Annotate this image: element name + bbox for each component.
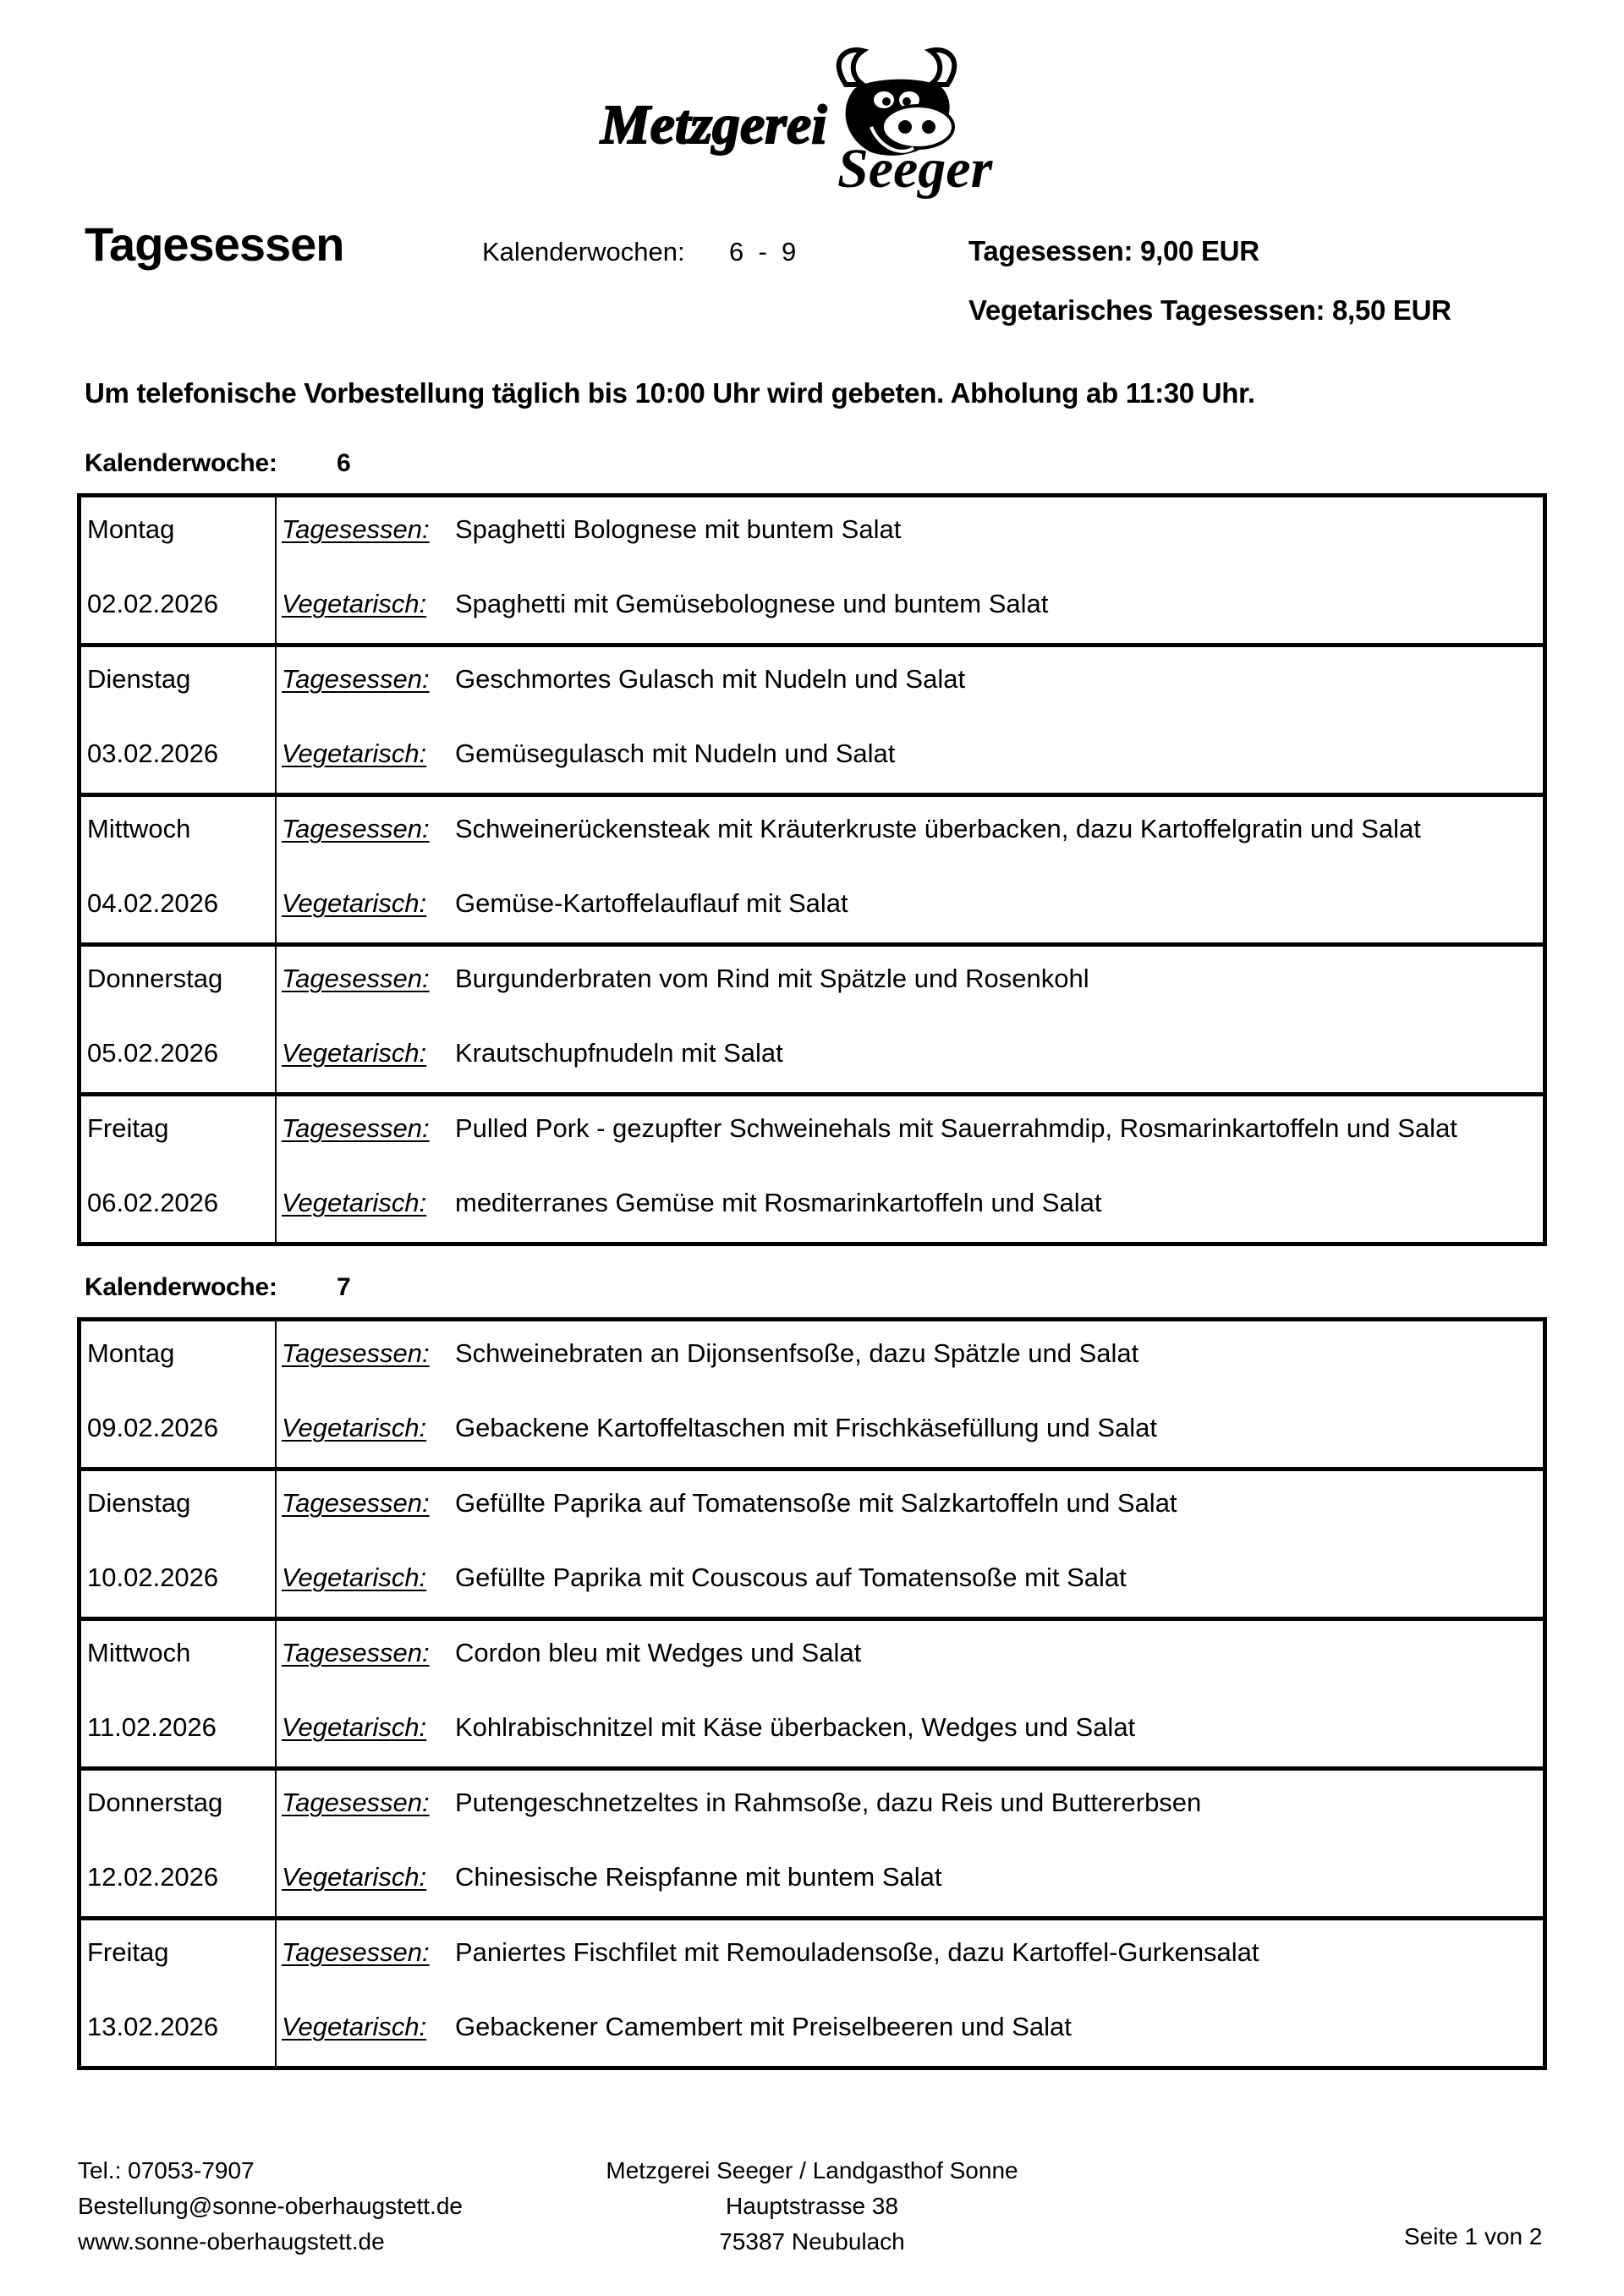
week-label: Kalenderwoche: <box>85 449 277 477</box>
vegetarian-dish: Chinesische Reispfanne mit buntem Salat <box>455 1862 942 1892</box>
daily-label: Tagesessen: <box>282 514 430 544</box>
vegetarian-label: Vegetarisch: <box>282 1563 427 1592</box>
day-name: Mittwoch <box>87 814 191 843</box>
meal-cell <box>276 1919 1545 2068</box>
table-row <box>80 1320 1545 1469</box>
meal-cell <box>276 645 1545 795</box>
vegetarian-dish: Gefüllte Paprika mit Couscous auf Tomatensoße mit Salat <box>455 1563 1127 1592</box>
table-row <box>80 1919 1545 2068</box>
day-date: 03.02.2026 <box>87 739 219 768</box>
day-date: 05.02.2026 <box>87 1038 219 1068</box>
vegetarian-dish: Spaghetti mit Gemüsebolognese und buntem Salat <box>455 589 1049 618</box>
daily-dish: Paniertes Fischfilet mit Remouladensoße, dazu Kartoffel-Gurkensalat <box>455 1937 1259 1967</box>
vegetarian-label: Vegetarisch: <box>282 1038 427 1068</box>
table-row <box>80 1095 1545 1244</box>
page-title: Tagesessen <box>85 217 344 271</box>
calendar-weeks-range: 6 - 9 <box>729 237 797 266</box>
daily-dish: Spaghetti Bolognese mit buntem Salat <box>455 514 902 544</box>
price-vegetarian-meal: Vegetarisches Tagesessen: 8,50 EUR <box>968 294 1451 326</box>
logo-text-metzgerei: Metzgerei <box>601 94 827 156</box>
week-heading-6 <box>85 449 351 478</box>
week-number: 6 <box>337 449 351 477</box>
day-date: 04.02.2026 <box>87 888 219 918</box>
table-row <box>80 1769 1545 1919</box>
daily-dish: Putengeschnetzeltes in Rahmsoße, dazu Reis und Buttererbsen <box>455 1788 1202 1817</box>
day-name: Mittwoch <box>87 1638 191 1667</box>
day-date: 09.02.2026 <box>87 1413 219 1442</box>
day-date: 12.02.2026 <box>87 1862 219 1892</box>
meal-cell <box>276 1769 1545 1919</box>
day-cell <box>80 1320 277 1469</box>
daily-label: Tagesessen: <box>282 1638 430 1667</box>
footer-street: Hauptstrasse 38 <box>726 2193 898 2219</box>
day-cell <box>80 945 277 1095</box>
table-row <box>80 1469 1545 1619</box>
vegetarian-label: Vegetarisch: <box>282 1413 427 1442</box>
daily-dish: Burgunderbraten vom Rind mit Spätzle und Rosenkohl <box>455 964 1089 993</box>
vegetarian-dish: Krautschupfnudeln mit Salat <box>455 1038 783 1068</box>
vegetarian-dish: Gemüse-Kartoffelauflauf mit Salat <box>455 888 848 918</box>
table-row <box>80 795 1545 945</box>
week-number: 7 <box>337 1273 351 1301</box>
calendar-weeks-label: Kalenderwochen: <box>482 237 685 266</box>
vegetarian-dish: Gebackener Camembert mit Preiselbeeren und Salat <box>455 2012 1072 2041</box>
week-heading-7 <box>85 1273 351 1302</box>
day-cell <box>80 1919 277 2068</box>
page-number: Seite 1 von 2 <box>1404 2223 1543 2249</box>
vegetarian-label: Vegetarisch: <box>282 888 427 918</box>
day-name: Donnerstag <box>87 1788 223 1817</box>
day-name: Dienstag <box>87 664 191 694</box>
daily-label: Tagesessen: <box>282 1338 430 1368</box>
daily-label: Tagesessen: <box>282 1113 430 1143</box>
vegetarian-label: Vegetarisch: <box>282 1188 427 1217</box>
logo-text-seeger: Seeger <box>837 138 993 200</box>
day-cell <box>80 1095 277 1244</box>
price-daily-meal: Tagesessen: 9,00 EUR <box>968 235 1259 266</box>
meal-cell <box>276 496 1545 645</box>
footer-city: 75387 Neubulach <box>719 2228 905 2255</box>
meal-cell <box>276 1095 1545 1244</box>
footer-website-link[interactable]: www.sonne-oberhaugstett.de <box>78 2228 385 2255</box>
day-name: Freitag <box>87 1113 169 1143</box>
vegetarian-dish: Kohlrabischnitzel mit Käse überbacken, Wedges und Salat <box>455 1712 1136 1742</box>
day-cell <box>80 795 277 945</box>
vegetarian-label: Vegetarisch: <box>282 1712 427 1742</box>
day-name: Montag <box>87 514 175 544</box>
meal-cell <box>276 945 1545 1095</box>
footer-company: Metzgerei Seeger / Landgasthof Sonne <box>606 2157 1018 2183</box>
daily-label: Tagesessen: <box>282 1937 430 1967</box>
day-date: 10.02.2026 <box>87 1563 219 1592</box>
vegetarian-label: Vegetarisch: <box>282 1862 427 1892</box>
day-name: Montag <box>87 1338 175 1368</box>
vegetarian-label: Vegetarisch: <box>282 739 427 768</box>
week-label: Kalenderwoche: <box>85 1273 277 1301</box>
vegetarian-label: Vegetarisch: <box>282 2012 427 2041</box>
day-date: 02.02.2026 <box>87 589 219 618</box>
daily-dish: Schweinerückensteak mit Kräuterkruste überbacken, dazu Kartoffelgratin und Salat <box>455 814 1421 843</box>
table-row <box>80 945 1545 1095</box>
daily-label: Tagesessen: <box>282 964 430 993</box>
vegetarian-dish: Gebackene Kartoffeltaschen mit Frischkäsefüllung und Salat <box>455 1413 1158 1442</box>
footer-phone: Tel.: 07053-7907 <box>78 2157 255 2183</box>
day-name: Donnerstag <box>87 964 223 993</box>
preorder-notice: Um telefonische Vorbestellung täglich bis 10:00 Uhr wird gebeten. Abholung ab 11:30 Uhr. <box>85 377 1255 409</box>
day-name: Dienstag <box>87 1488 191 1518</box>
daily-label: Tagesessen: <box>282 664 430 694</box>
daily-label: Tagesessen: <box>282 1488 430 1518</box>
metzgerei-seeger-logo <box>592 42 1032 207</box>
daily-dish: Geschmortes Gulasch mit Nudeln und Salat <box>455 664 966 694</box>
day-cell <box>80 1769 277 1919</box>
vegetarian-dish: mediterranes Gemüse mit Rosmarinkartoffeln und Salat <box>455 1188 1102 1217</box>
day-cell <box>80 1619 277 1769</box>
footer-email-link[interactable]: Bestellung@sonne-oberhaugstett.de <box>78 2193 463 2219</box>
menu-table-week-6 <box>77 493 1547 1246</box>
day-date: 11.02.2026 <box>87 1712 217 1742</box>
meal-cell <box>276 1320 1545 1469</box>
vegetarian-label: Vegetarisch: <box>282 589 427 618</box>
day-name: Freitag <box>87 1937 169 1967</box>
day-cell <box>80 645 277 795</box>
table-row <box>80 496 1545 645</box>
daily-label: Tagesessen: <box>282 1788 430 1817</box>
daily-dish: Cordon bleu mit Wedges und Salat <box>455 1638 862 1667</box>
meal-cell <box>276 1469 1545 1619</box>
table-row <box>80 645 1545 795</box>
meal-cell <box>276 795 1545 945</box>
day-cell <box>80 496 277 645</box>
vegetarian-dish: Gemüsegulasch mit Nudeln und Salat <box>455 739 896 768</box>
daily-dish: Schweinebraten an Dijonsenfsoße, dazu Spätzle und Salat <box>455 1338 1139 1368</box>
day-date: 13.02.2026 <box>87 2012 219 2041</box>
day-cell <box>80 1469 277 1619</box>
daily-dish: Gefüllte Paprika auf Tomatensoße mit Salzkartoffeln und Salat <box>455 1488 1177 1518</box>
daily-dish: Pulled Pork - gezupfter Schweinehals mit Sauerrahmdip, Rosmarinkartoffeln und Salat <box>455 1113 1457 1143</box>
day-date: 06.02.2026 <box>87 1188 219 1217</box>
daily-label: Tagesessen: <box>282 814 430 843</box>
meal-cell <box>276 1619 1545 1769</box>
menu-table-week-7 <box>77 1317 1547 2070</box>
table-row <box>80 1619 1545 1769</box>
